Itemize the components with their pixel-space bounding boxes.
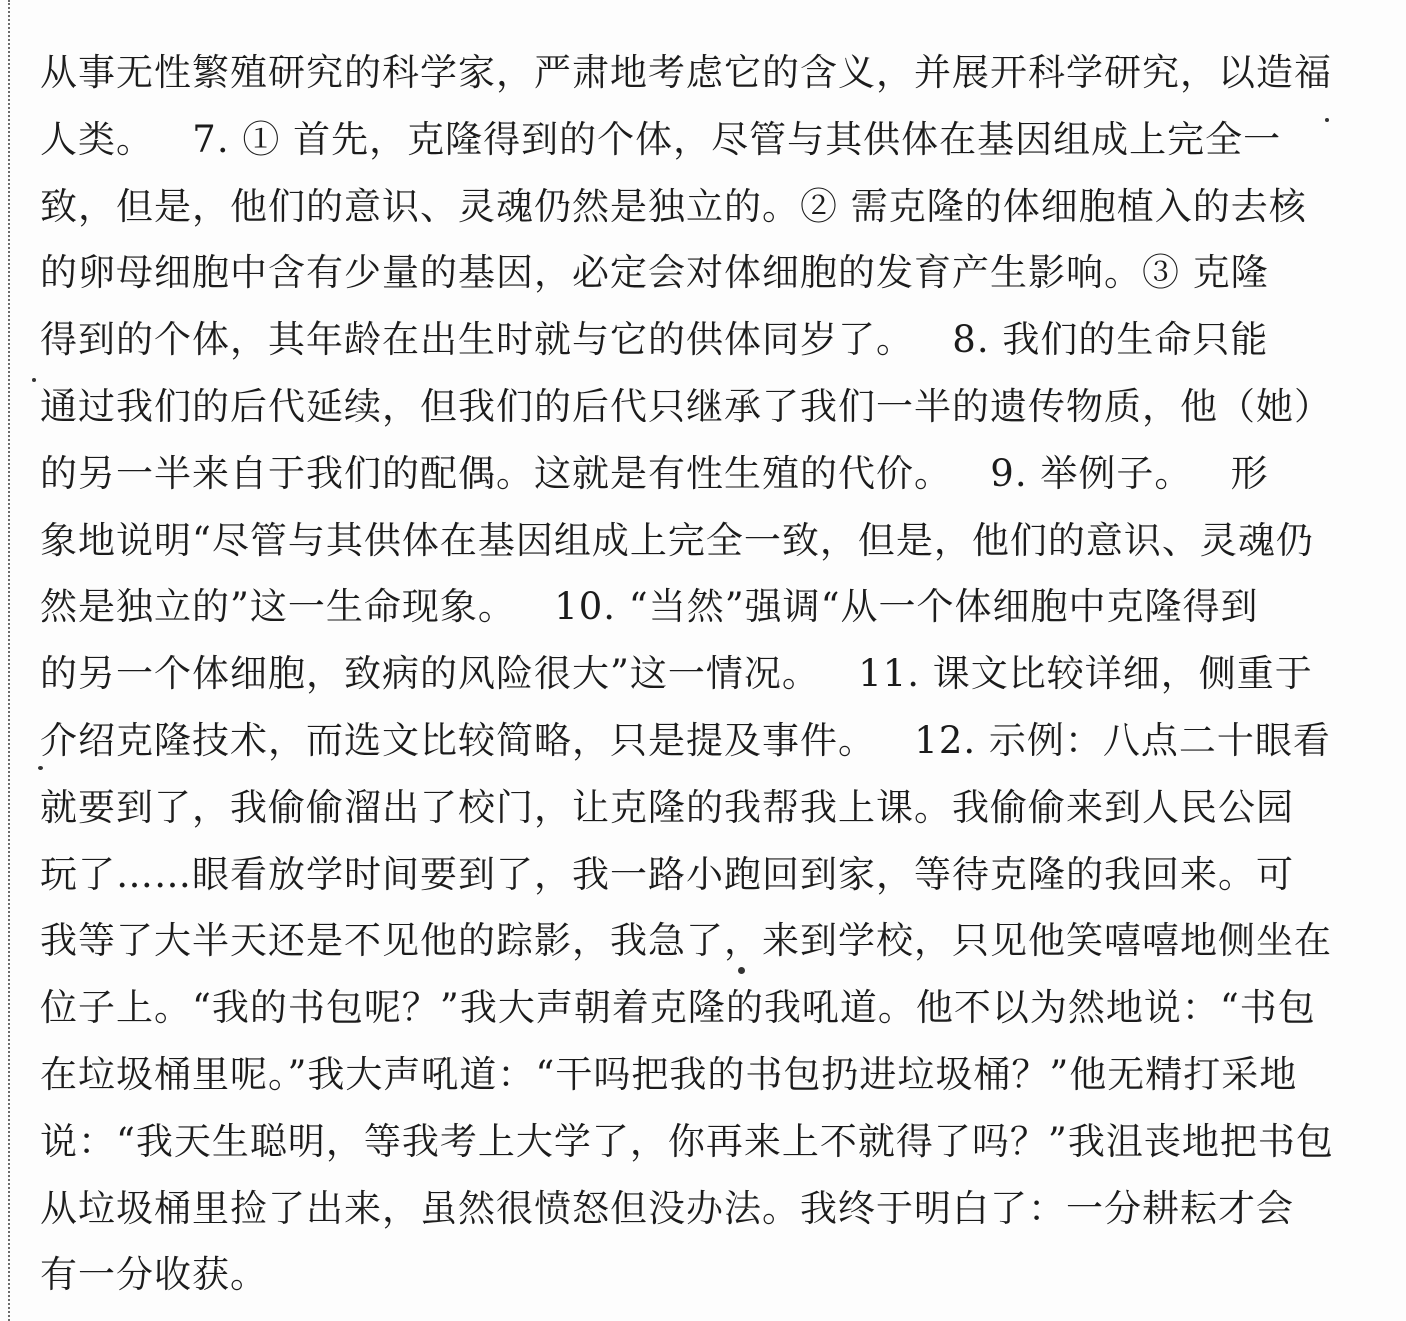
text-line: 象地说明“尽管与其供体在基因组成上完全一致，但是，他们的意识、灵魂仍 xyxy=(40,518,1314,562)
text-line: 位子上。“我的书包呢？”我大声朝着克隆的我吼道。他不以为然地说：“书包 xyxy=(40,986,1316,1030)
text-line: 的卵母细胞中含有少量的基因，必定会对体细胞的发育产生影响。③ 克隆 xyxy=(40,251,1269,295)
text-line: 玩了……眼看放学时间要到了，我一路小跑回到家，等待克隆的我回来。可 xyxy=(40,852,1294,896)
text-line: 我等了大半天还是不见他的踪影，我急了，来到学校，只见他笑嘻嘻地侧坐在 xyxy=(40,919,1332,963)
text-line: 就要到了，我偷偷溜出了校门，让克隆的我帮我上课。我偷偷来到人民公园 xyxy=(40,785,1294,829)
text-line: 然是独立的”这一生命现象。 10. “当然”强调“从一个体细胞中克隆得到 xyxy=(40,585,1259,629)
text-line: 有一分收获。 xyxy=(40,1253,268,1297)
text-line: 从垃圾桶里捡了出来，虽然很愤怒但没办法。我终于明白了：一分耕耘才会 xyxy=(40,1186,1294,1230)
text-line: 人类。 7. ① 首先，克隆得到的个体，尽管与其供体在基因组成上完全一 xyxy=(40,117,1282,161)
text-line: 致，但是，他们的意识、灵魂仍然是独立的。② 需克隆的体细胞植入的去核 xyxy=(40,184,1307,228)
text-line: 的另一个体细胞，致病的风险很大”这一情况。 11. 课文比较详细，侧重于 xyxy=(40,652,1313,696)
text-line: 介绍克隆技术，而选文比较简略，只是提及事件。 12. 示例：八点二十眼看 xyxy=(40,718,1331,762)
scan-speck xyxy=(1325,118,1329,122)
scan-speck xyxy=(32,378,36,382)
text-line: 得到的个体，其年龄在出生时就与它的供体同岁了。 8. 我们的生命只能 xyxy=(40,318,1269,362)
text-line: 在垃圾桶里呢。”我大声吼道：“干吗把我的书包扔进垃圾桶？”他无精打采地 xyxy=(40,1052,1298,1096)
text-line: 从事无性繁殖研究的科学家，严肃地考虑它的含义，并展开科学研究，以造福 xyxy=(40,51,1332,94)
text-line: 通过我们的后代延续，但我们的后代只继承了我们一半的遗传物质，他（她） xyxy=(40,384,1332,428)
margin-dotted-rule xyxy=(8,0,10,1321)
answer-text xyxy=(40,40,1334,1309)
text-line: 说：“我天生聪明，等我考上大学了，你再来上不就得了吗？”我沮丧地把书包 xyxy=(40,1119,1334,1163)
text-line: 的另一半来自于我们的配偶。这就是有性生殖的代价。 9. 举例子。 形 xyxy=(40,451,1269,495)
